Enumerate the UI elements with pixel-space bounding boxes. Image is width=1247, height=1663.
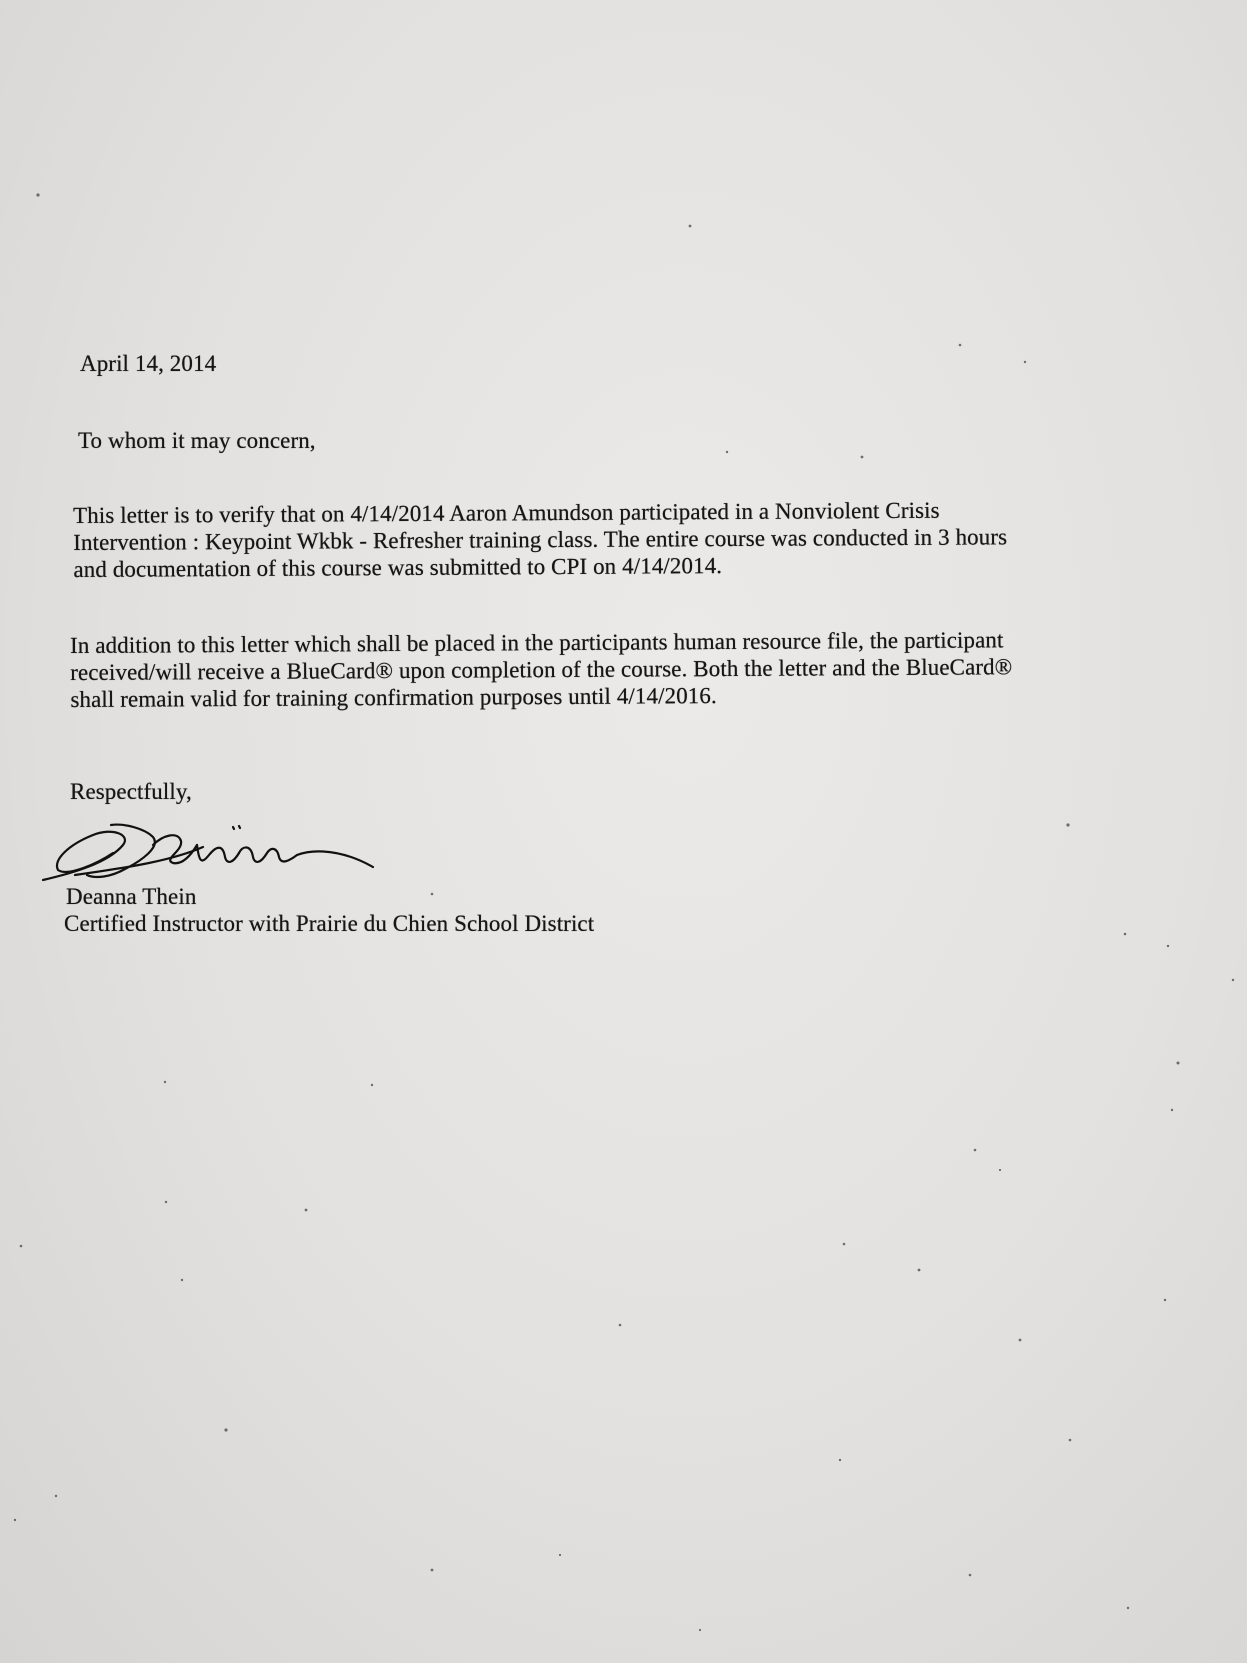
signer-name: Deanna Thein bbox=[66, 884, 197, 909]
handwritten-signature bbox=[13, 805, 433, 895]
paragraph-line: shall remain valid for training confirmation purposes until 4/14/2016. bbox=[70, 683, 717, 712]
paragraph-line: Intervention : Keypoint Wkbk - Refresher training class. The entire course was conducted in 3 hours bbox=[73, 524, 1008, 555]
letter-date: April 14, 2014 bbox=[80, 351, 217, 376]
paragraph-line: and documentation of this course was submitted to CPI on 4/14/2014. bbox=[73, 553, 723, 582]
paragraph-line: received/will receive a BlueCard® upon completion of the course. Both the letter and the BlueCard® bbox=[70, 654, 1013, 685]
verification-paragraph bbox=[73, 495, 1183, 583]
paragraph-line: This letter is to verify that on 4/14/2014 Aaron Amundson participated in a Nonviolent Crisis bbox=[73, 497, 940, 528]
salutation: To whom it may concern, bbox=[78, 428, 316, 453]
bluecard-paragraph bbox=[70, 625, 1182, 713]
signer-title: Certified Instructor with Prairie du Chien School District bbox=[64, 911, 595, 936]
paragraph-line: In addition to this letter which shall be placed in the participants human resource file, the participant bbox=[70, 627, 1004, 658]
closing: Respectfully, bbox=[70, 779, 192, 804]
